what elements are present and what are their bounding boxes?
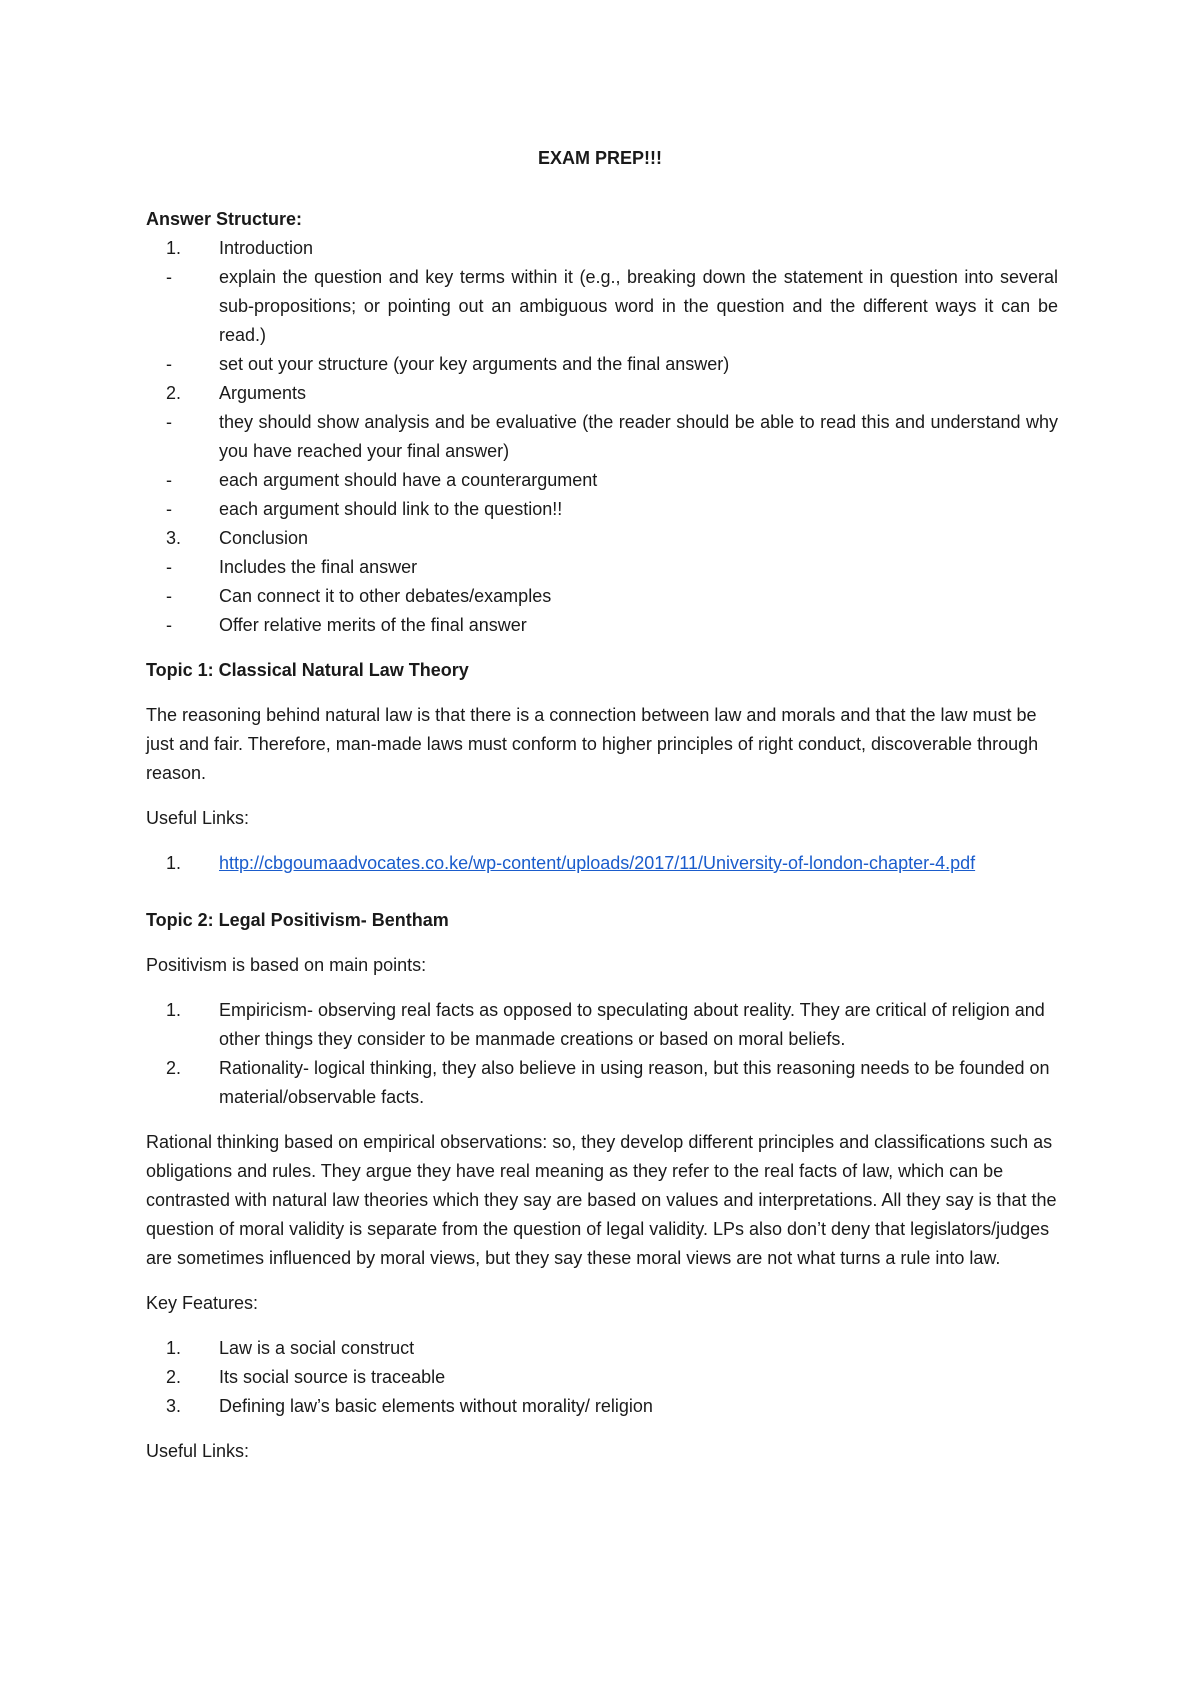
list-item: [146, 1334, 1058, 1363]
list-marker: 1.: [166, 853, 182, 873]
list-marker: 1.: [166, 238, 182, 258]
topic2-heading: Topic 2: Legal Positivism- Bentham: [146, 910, 449, 930]
list-marker: -: [166, 557, 172, 577]
list-marker: 3.: [166, 528, 182, 548]
key-features-list: [146, 1334, 1058, 1421]
list-item-text: Includes the final answer: [219, 557, 418, 577]
topic1-links-heading: Useful Links:: [146, 808, 250, 828]
list-item-text: Its social source is traceable: [219, 1367, 446, 1387]
document-title: EXAM PREP!!!: [537, 148, 662, 168]
list-item: [146, 611, 1058, 640]
answer-structure-list: [146, 234, 1058, 640]
topic1-heading: Topic 1: Classical Natural Law Theory: [146, 660, 469, 680]
list-item: [146, 553, 1058, 582]
list-marker: -: [166, 615, 172, 635]
topic1-paragraph: The reasoning behind natural law is that there is a connection between law and morals and that the law must be just and fair. Therefore, man-made laws must conform to higher principles of right conduct, discoverable through reason.: [146, 705, 1039, 783]
list-item: [146, 996, 1058, 1054]
list-marker: 3.: [166, 1396, 182, 1416]
list-item-text: Offer relative merits of the final answer: [219, 615, 527, 635]
list-item-text: each argument should link to the question!!: [219, 499, 563, 519]
list-item: [146, 263, 1058, 350]
list-item: [146, 495, 1058, 524]
list-marker: 2.: [166, 383, 182, 403]
list-item: [146, 524, 1058, 553]
list-item-text: set out your structure (your key arguments and the final answer): [219, 354, 730, 374]
list-marker: -: [166, 412, 172, 432]
list-item: [146, 466, 1058, 495]
list-marker: 1.: [166, 1000, 182, 1020]
list-marker: -: [166, 354, 172, 374]
list-item: [146, 849, 1058, 878]
useful-link[interactable]: http://cbgoumaadvocates.co.ke/wp-content/uploads/2017/11/University-of-london-chapter-4.pdf: [219, 853, 976, 873]
list-item-text: Can connect it to other debates/examples: [219, 586, 552, 606]
topic2-links-heading: Useful Links:: [146, 1441, 250, 1461]
list-item-text: Defining law’s basic elements without morality/ religion: [219, 1396, 653, 1416]
list-item-text: they should show analysis and be evaluative (the reader should be able to read this and understand why you have reached your final answer): [219, 412, 1058, 461]
list-item: [146, 379, 1058, 408]
list-item: [146, 408, 1058, 466]
list-item: [146, 234, 1058, 263]
list-item-text: Empiricism- observing real facts as opposed to speculating about reality. They are critical of religion and other things they consider to be manmade creations or based on moral beliefs.: [219, 1000, 1045, 1049]
document-body: [146, 205, 1058, 1466]
list-item-text: Arguments: [219, 383, 307, 403]
list-marker: 2.: [166, 1058, 182, 1078]
list-item: [146, 350, 1058, 379]
topic2-intro: Positivism is based on main points:: [146, 955, 427, 975]
list-marker: -: [166, 499, 172, 519]
list-marker: -: [166, 470, 172, 490]
list-marker: 1.: [166, 1338, 182, 1358]
list-marker: -: [166, 267, 172, 287]
list-item-text: Introduction: [219, 238, 314, 258]
list-item-text: explain the question and key terms within it (e.g., breaking down the statement in question into several sub-propositions; or pointing out an ambiguous word in the question and the different ways it can be read.): [219, 267, 1058, 345]
list-item-text: each argument should have a counterargument: [219, 470, 598, 490]
list-item-text: Rationality- logical thinking, they also believe in using reason, but this reasoning needs to be founded on material/observable facts.: [219, 1058, 1050, 1107]
answer-structure-heading: Answer Structure:: [146, 209, 303, 229]
key-features-heading: Key Features:: [146, 1293, 259, 1313]
list-item: [146, 582, 1058, 611]
list-item-text: Law is a social construct: [219, 1338, 415, 1358]
list-item: [146, 1392, 1058, 1421]
list-marker: 2.: [166, 1367, 182, 1387]
list-marker: -: [166, 586, 172, 606]
list-item-text: Conclusion: [219, 528, 309, 548]
topic2-paragraph: Rational thinking based on empirical observations: so, they develop different principles and classifications such as obligations and rules. They argue they have real meaning as they refer to the real facts of law, which can be contrasted with natural law theories which they say are based on values and interpretations. All they say is that the question of moral validity is separate from the question of legal validity. LPs also don’t deny that legislators/judges are sometimes influenced by moral views, but they say these moral views are not what turns a rule into law.: [146, 1132, 1057, 1268]
list-item: [146, 1054, 1058, 1112]
topic2-points-list: [146, 996, 1058, 1112]
list-item: [146, 1363, 1058, 1392]
